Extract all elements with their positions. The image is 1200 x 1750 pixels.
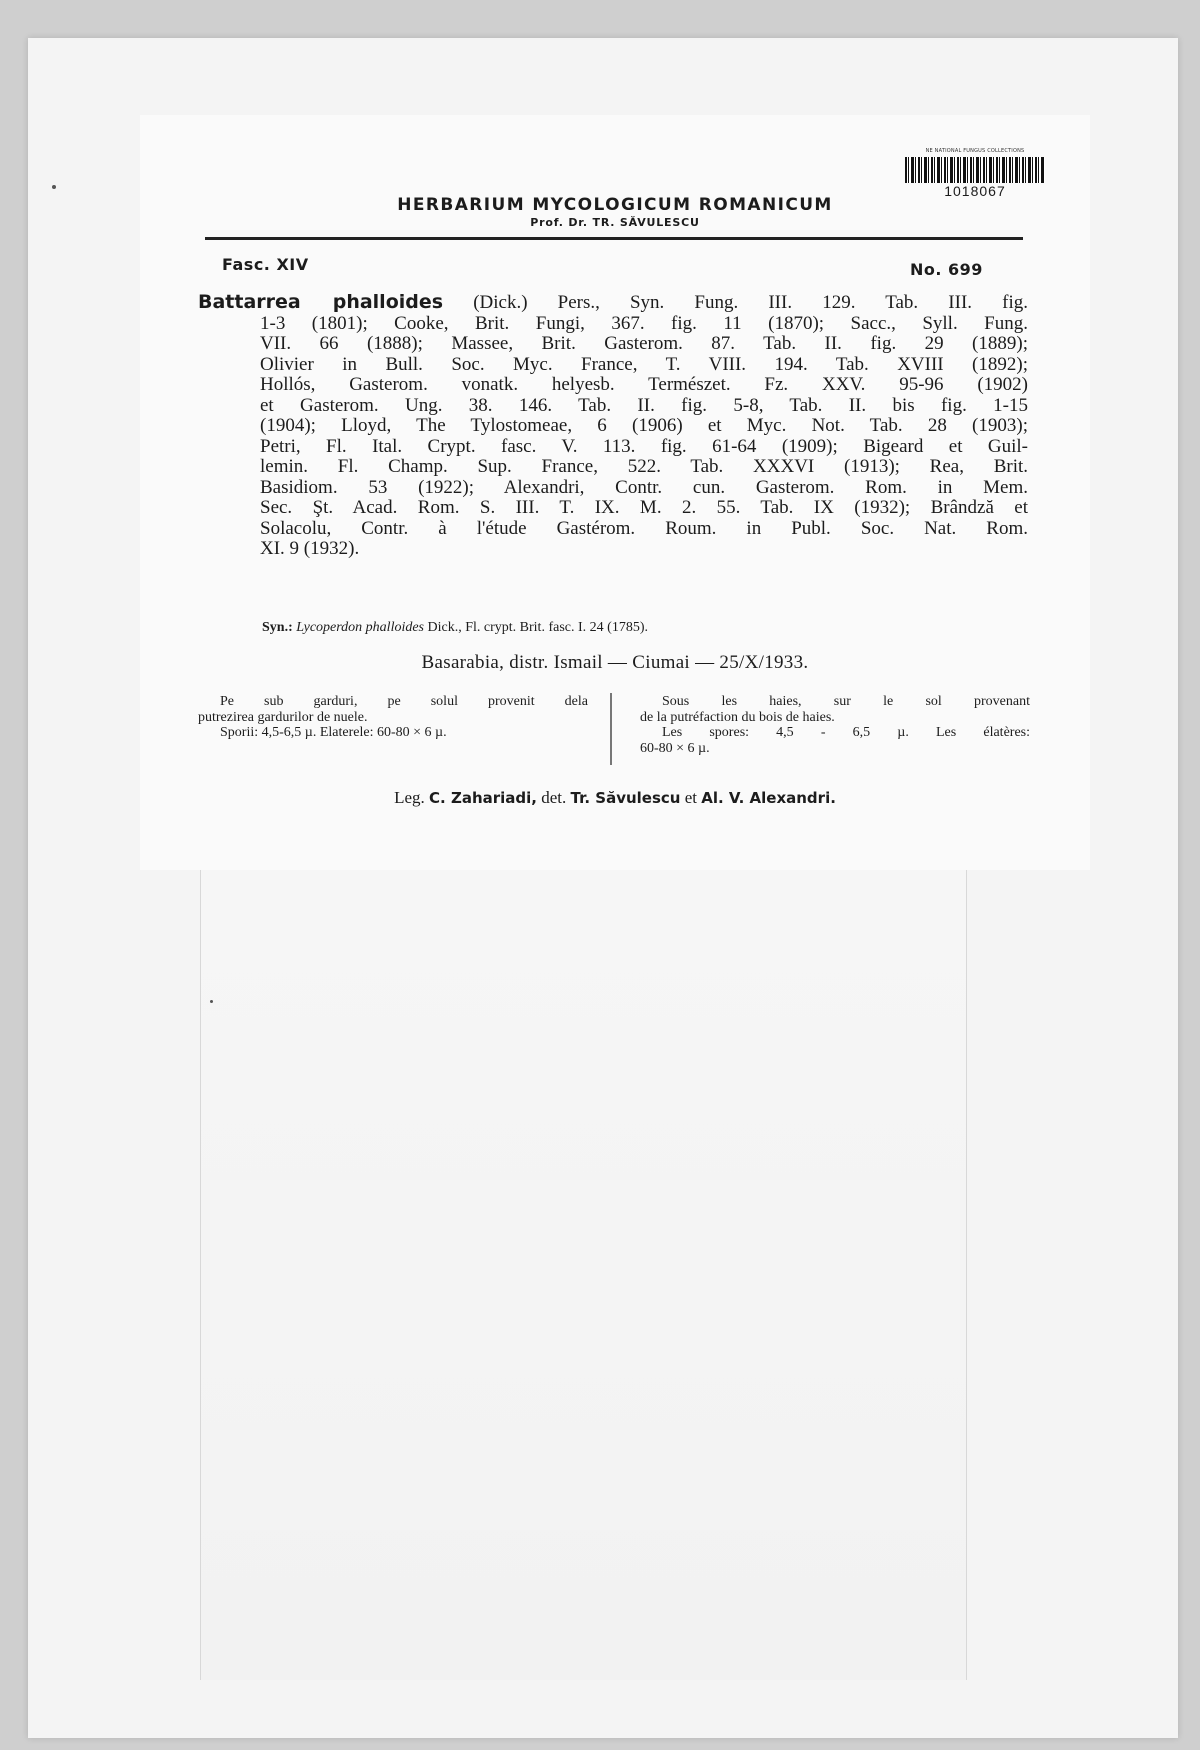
label-header — [200, 195, 1030, 229]
citation-line: Solacolu, Contr. à l'étude Gastérom. Roum. in Publ. Soc. Nat. Rom. — [260, 517, 1028, 539]
habitat-line: Pe sub garduri, pe solul provenit dela — [220, 694, 588, 709]
synonym-reference: Dick., Fl. crypt. Brit. fasc. I. 24 (1785). — [427, 620, 648, 635]
envelope-flap — [200, 870, 967, 1680]
habitat-romanian — [198, 694, 588, 741]
citation-line: Hollós, Gasterom. vonatk. helyesb. Természet. Fz. XXV. 95-96 (1902) — [260, 374, 1028, 395]
citation-text: (Dick.) Pers., Syn. Fung. III. 129. Tab. III. fig. — [473, 292, 1029, 313]
collector-line — [200, 788, 1030, 808]
det-and: et — [684, 788, 698, 807]
citation-line — [198, 292, 1028, 314]
herbarium-subtitle: Prof. Dr. TR. SĂVULESCU — [530, 216, 700, 229]
det-label: det. — [541, 788, 567, 807]
citation-line: 1-3 (1801); Cooke, Brit. Fungi, 367. fig. 11 (1870); Sacc., Syll. Fung. — [260, 312, 1028, 334]
citation-line: lemin. Fl. Champ. Sup. France, 522. Tab. XXXVI (1913); Rea, Brit. — [260, 456, 1028, 477]
determiner-name: Tr. Săvulescu — [570, 789, 681, 807]
synonym — [262, 620, 1022, 636]
specimen-number: No. 699 — [910, 260, 983, 279]
synonym-label: Syn.: — [262, 620, 293, 635]
spores-line: Sporii: 4,5-6,5 µ. Elaterele: 60-80 × 6 µ. — [220, 725, 447, 740]
spores-line: 60-80 × 6 µ. — [640, 740, 710, 756]
collector-name: C. Zahariadi, — [429, 789, 537, 807]
column-divider — [610, 693, 612, 765]
locality: Basarabia, distr. Ismail — Ciumai — 25/X/1933. — [421, 652, 809, 673]
specks — [52, 185, 56, 189]
citation-block — [198, 292, 1028, 560]
citation-line: Basidiom. 53 (1922); Alexandri, Contr. cun. Gasterom. Rom. in Mem. — [260, 476, 1028, 498]
herbarium-title: HERBARIUM MYCOLOGICUM ROMANICUM — [397, 195, 833, 215]
habitat-french — [640, 694, 1030, 756]
citation-line: Petri, Fl. Ital. Crypt. fasc. V. 113. fig. 61-64 (1909); Bigeard et Guil- — [260, 435, 1028, 457]
barcode-bars — [905, 157, 1045, 183]
barcode-caption: NE NATIONAL FUNGUS COLLECTIONS — [925, 148, 1025, 154]
barcode-number: 1018067 — [944, 183, 1006, 199]
habitat-line: de la putréfaction du bois de haies. — [640, 709, 835, 725]
citation-line: VII. 66 (1888); Massee, Brit. Gasterom. 87. Tab. II. fig. 29 (1889); — [260, 333, 1028, 354]
specks — [210, 1000, 213, 1003]
spores-line: Les spores: 4,5 - 6,5 µ. Les élatères: — [662, 725, 1030, 740]
citation-line: (1904); Lloyd, The Tylostomeae, 6 (1906) et Myc. Not. Tab. 28 (1903); — [260, 415, 1028, 436]
synonym-name: Lycoperdon phalloides — [296, 620, 425, 635]
citation-line: et Gasterom. Ung. 38. 146. Tab. II. fig. 5-8, Tab. II. bis fig. 1-15 — [260, 394, 1028, 416]
habitat-line: putrezirea gardurilor de nuele. — [198, 709, 368, 725]
leg-label: Leg. — [394, 788, 425, 807]
species-name: Battarrea phalloides — [198, 291, 444, 313]
citation-line: Sec. Şt. Acad. Rom. S. III. T. IX. M. 2. 55. Tab. IX (1932); Brândză et — [260, 497, 1028, 518]
habitat-line: Sous les haies, sur le sol provenant — [662, 694, 1030, 709]
citation-line: Olivier in Bull. Soc. Myc. France, T. VIII. 194. Tab. XVIII (1892); — [260, 353, 1028, 375]
citation-line: XI. 9 (1932). — [260, 538, 360, 559]
header-rule — [205, 237, 1023, 240]
determiner-name: Al. V. Alexandri. — [701, 789, 836, 807]
fascicle: Fasc. XIV — [222, 255, 309, 274]
